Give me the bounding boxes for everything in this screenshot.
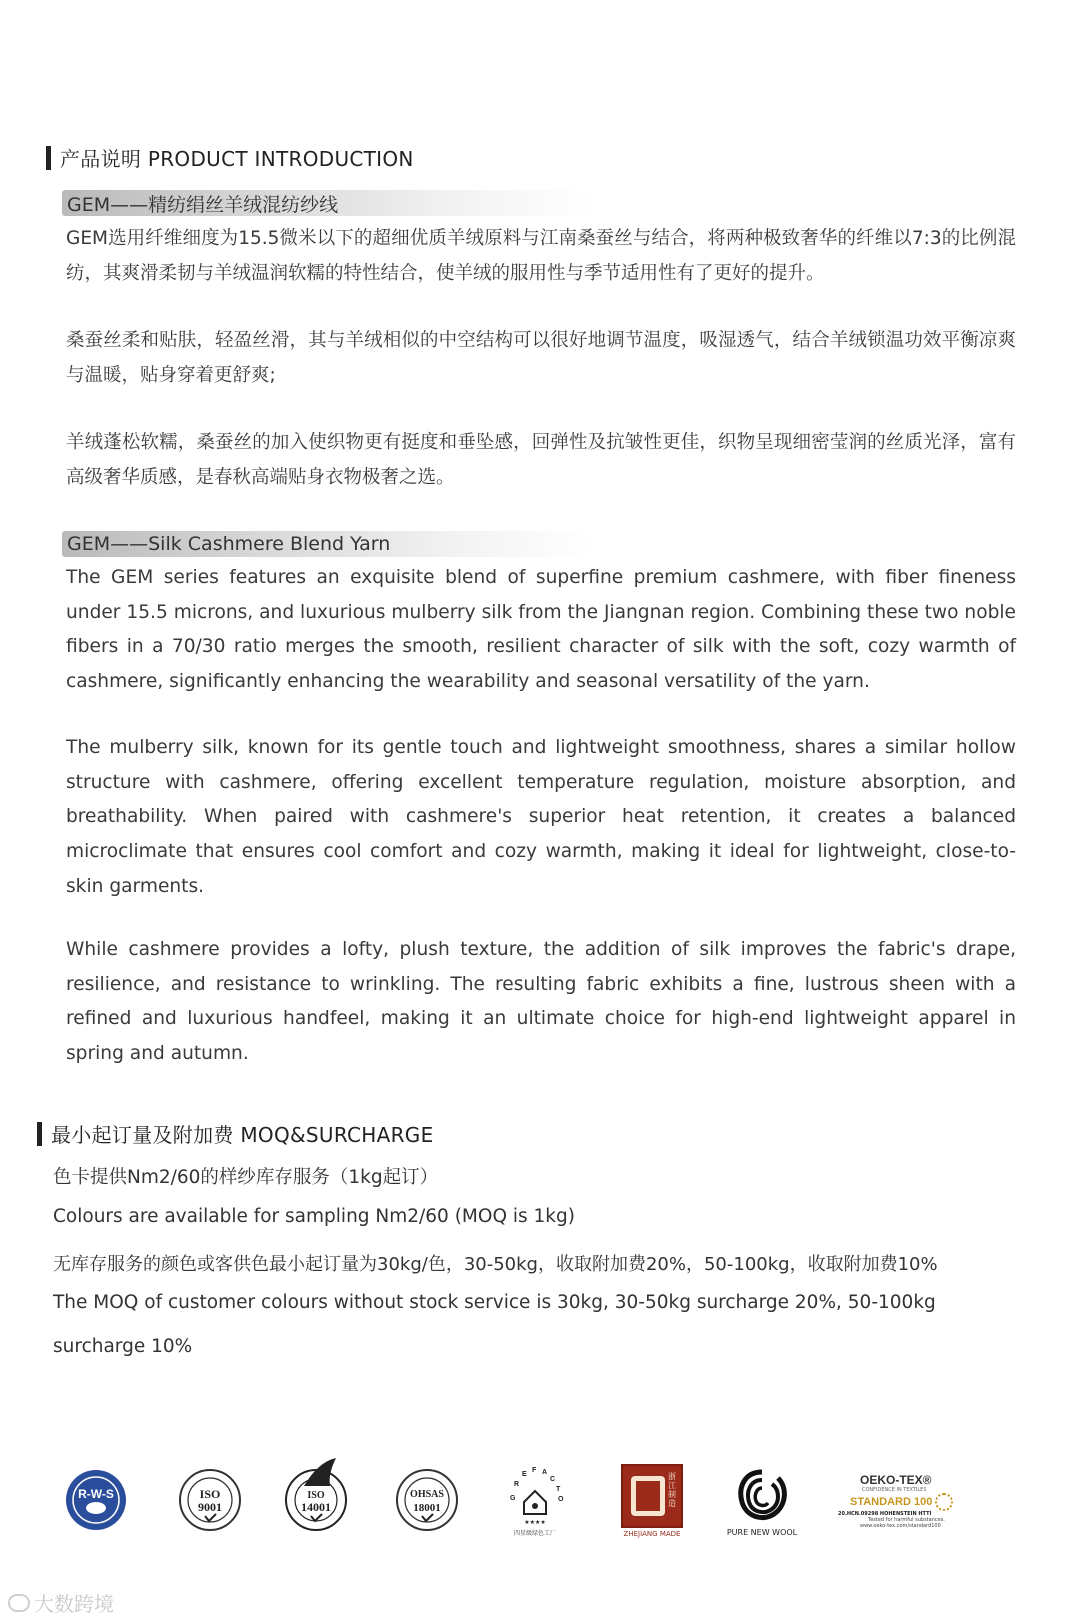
oeko-tagline: CONFIDENCE IN TEXTILES bbox=[862, 1487, 927, 1493]
ohsas-18001-icon bbox=[395, 1468, 459, 1532]
zh-paragraph-3: 羊绒蓬松软糯，桑蚕丝的加入使织物更有挺度和垂坠感，回弹性及抗皱性更佳，织物呈现细密莹润的丝质光泽，富有高级奢华质感，是春秋高端贴身衣物极奢之选。 bbox=[66, 432, 1016, 488]
en-paragraph-3: While cashmere provides a lofty, plush texture, the addition of silk improves the fabric's drape, resilience, and resistance to wrinkling. The resulting fabric exhibits a fine, lustrous sheen with a refined and luxurious handfeel, making it an ultimate choice for high-end lightweight apparel in spring and autumn. bbox=[66, 939, 1016, 1065]
iso-9001-bottom: 9001 bbox=[198, 1500, 222, 1514]
svg-text:C: C bbox=[550, 1475, 556, 1483]
en-subheading: GEM——Silk Cashmere Blend Yarn bbox=[62, 531, 592, 557]
watermark bbox=[8, 1588, 114, 1617]
zh-subheading: GEM——精纺绢丝羊绒混纺纱线 bbox=[62, 190, 592, 216]
en-paragraph-2: The mulberry silk, known for its gentle touch and lightweight smoothness, shares a similar hollow structure with cashmere, offering excellent temperature regulation, moisture absorption, and breathability. When paired with cashmere's superior heat retention, it creates a balanced microclimate that ensures cool comfort and cozy warmth, making it ideal for lightweight, close-to-skin garments. bbox=[66, 737, 1016, 897]
moq-line-5: surcharge 10% bbox=[53, 1336, 193, 1357]
iso-9001-top: ISO bbox=[199, 1487, 221, 1501]
certification-row bbox=[0, 1468, 1080, 1558]
svg-text:O: O bbox=[558, 1495, 564, 1503]
oeko-cert-no: 20.HCN.09298 HOHENSTEIN HTTI bbox=[838, 1511, 932, 1517]
zhejiang-vertical-text: 浙江制造 bbox=[668, 1472, 676, 1508]
en-paragraph-1: The GEM series features an exquisite blend of superfine premium cashmere, with fiber fineness under 15.5 microns, and luxurious mulberry silk from the Jiangnan region. Combining these two noble fibers in a 70/30 ratio merges the smooth, resilient character of silk with the soft, cozy warmth of cashmere, significantly enhancing the wearability and seasonal versatility of the yarn. bbox=[66, 567, 1016, 693]
moq-heading bbox=[37, 1119, 434, 1148]
zhejiang-caption: ZHEJIANG MADE bbox=[623, 1530, 681, 1538]
ohsas-top: OHSAS bbox=[410, 1489, 444, 1500]
product-intro-heading bbox=[46, 143, 414, 172]
moq-title: 最小起订量及附加费 MOQ&SURCHARGE bbox=[51, 1123, 434, 1147]
svg-text:E: E bbox=[522, 1470, 527, 1478]
iso-9001-icon bbox=[178, 1468, 242, 1532]
svg-text:R: R bbox=[514, 1480, 520, 1488]
wool-caption: PURE NEW WOOL bbox=[726, 1527, 798, 1537]
oeko-sun-icon bbox=[935, 1493, 953, 1511]
moq-line-4: The MOQ of customer colours without stock service is 30kg, 30-50kg surcharge 20%, 50-100kg bbox=[53, 1292, 936, 1313]
zh-paragraph-2: 桑蚕丝柔和贴肤，轻盈丝滑，其与羊绒相似的中空结构可以很好地调节温度，吸湿透气，结合羊绒锁温功效平衡凉爽与温暖，贴身穿着更舒爽; bbox=[66, 330, 1016, 386]
oeko-tex-icon bbox=[838, 1464, 962, 1538]
svg-text:T: T bbox=[556, 1485, 561, 1493]
watermark-text: 大数跨境 bbox=[34, 1592, 114, 1616]
heading-bar bbox=[37, 1122, 42, 1146]
svg-text:G: G bbox=[510, 1494, 516, 1502]
moq-line-2: Colours are available for sampling Nm2/60 (MOQ is 1kg) bbox=[53, 1206, 575, 1227]
iso-14001-top: ISO bbox=[307, 1490, 325, 1501]
product-intro-title: 产品说明 PRODUCT INTRODUCTION bbox=[60, 147, 414, 171]
ohsas-bottom: 18001 bbox=[413, 1502, 441, 1514]
heading-bar bbox=[46, 146, 51, 170]
oeko-title: OEKO-TEX® bbox=[860, 1473, 932, 1487]
svg-text:F: F bbox=[532, 1466, 537, 1474]
zh-paragraph-1: GEM选用纤维细度为15.5微米以下的超细优质羊绒原料与江南桑蚕丝与结合，将两种极致奢华的纤维以7:3的比例混纺，其爽滑柔韧与羊绒温润软糯的特性结合，使羊绒的服用性与季节适用性有了更好的提升。 bbox=[66, 228, 1016, 284]
rws-label: R-W-S bbox=[78, 1487, 114, 1501]
iso-14001-bottom: 14001 bbox=[301, 1500, 331, 1514]
svg-text:A: A bbox=[542, 1468, 548, 1476]
green-factory-caption: 四星级绿色工厂 bbox=[513, 1529, 556, 1537]
moq-line-3: 无库存服务的颜色或客供色最小起订量为30kg/色，30-50kg，收取附加费20%，50-100kg，收取附加费10% bbox=[53, 1254, 938, 1275]
rws-logo-icon bbox=[64, 1468, 128, 1532]
watermark-logo-icon bbox=[8, 1594, 30, 1612]
svg-text:★★★★: ★★★★ bbox=[524, 1518, 546, 1526]
oeko-tested: Tested for harmful substances. bbox=[868, 1517, 945, 1523]
green-factory-icon bbox=[500, 1462, 570, 1538]
oeko-url: www.oeko-tex.com/standard100 bbox=[860, 1523, 941, 1529]
moq-line-1: 色卡提供Nm2/60的样纱库存服务（1kg起订） bbox=[53, 1167, 439, 1188]
zhejiang-made-icon bbox=[620, 1462, 684, 1540]
pure-new-wool-icon bbox=[722, 1462, 802, 1540]
oeko-standard: STANDARD 100 bbox=[850, 1496, 933, 1508]
iso-14001-icon bbox=[284, 1456, 348, 1532]
